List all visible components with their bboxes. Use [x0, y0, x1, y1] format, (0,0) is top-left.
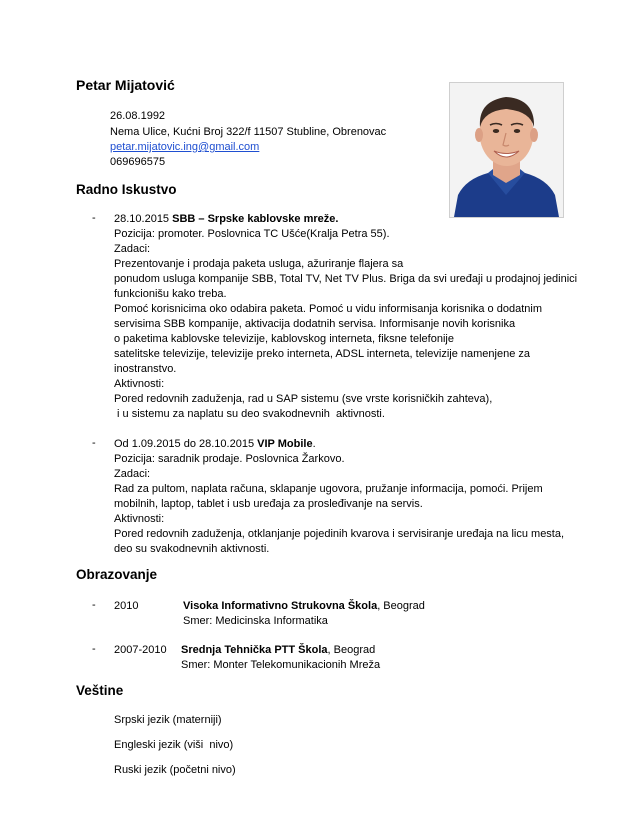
education-school-line — [181, 643, 375, 657]
applicant-name: Petar Mijatović — [76, 77, 175, 93]
section-heading-skills: Veštine — [76, 683, 124, 698]
list-bullet: - — [92, 437, 96, 449]
job-line: Zadaci: — [114, 468, 151, 480]
job-header — [114, 437, 316, 451]
job-line: deo su svakodnevnih aktivnosti. — [114, 543, 270, 555]
job-line: mobilnih, laptop, tablet i usb uređaja za prosleđivanje na servis. — [114, 498, 423, 510]
job-period: . — [312, 438, 316, 450]
education-school-line — [183, 599, 425, 613]
birthdate: 26.08.1992 — [110, 110, 166, 122]
job-line: satelitske televizije, televizije preko interneta, ADSL interneta, televizije namenjene za — [114, 348, 530, 360]
email-link[interactable]: petar.mijatovic.ing@gmail.com — [110, 141, 260, 153]
education-city: , Beograd — [377, 600, 425, 612]
job-line: servisima SBB kompanije, aktivacija dodatnih servisa. Informisanje novih korisnika — [114, 318, 516, 330]
job-line: Pozicija: saradnik prodaje. Poslovnica Žarkovo. — [114, 453, 345, 465]
job-date: Od 1.09.2015 do 28.10.2015 — [114, 438, 255, 450]
list-bullet: - — [92, 212, 96, 224]
job-line: i u sistemu za naplatu su deo svakodnevnih aktivnosti. — [114, 408, 385, 420]
education-smer: Smer: Monter Telekomunikacionih Mreža — [181, 659, 381, 671]
job-line: inostranstvo. — [114, 363, 177, 375]
job-line: Aktivnosti: — [114, 378, 165, 390]
skill-item: Ruski jezik (početni nivo) — [114, 764, 236, 776]
phone: 069696575 — [110, 156, 166, 168]
job-date: 28.10.2015 — [114, 213, 170, 225]
job-line: ponudom usluga kompanije SBB, Total TV, Net TV Plus. Briga da svi uređaji u prodajnoj jedinici — [114, 273, 578, 285]
education-school: Visoka Informativno Strukovna Škola — [183, 600, 378, 612]
education-year: 2010 — [114, 600, 139, 612]
job-line: Prezentovanje i prodaja paketa usluga, ažuriranje flajera sa — [114, 258, 404, 270]
job-line: Rad za pultom, naplata računa, sklapanje ugovora, pružanje informacija, pomoći. Prijem — [114, 483, 543, 495]
job-line: Pomoć korisnicima oko odabira paketa. Pomoć u vidu informisanja korisnika o dodatnim — [114, 303, 542, 315]
job-line: Aktivnosti: — [114, 513, 165, 525]
job-line: Zadaci: — [114, 243, 151, 255]
education-year: 2007-2010 — [114, 644, 167, 656]
job-line: o paketima kablovske televizije, kablovskog interneta, fiksne telefonije — [114, 333, 454, 345]
job-company: VIP Mobile — [257, 438, 313, 450]
job-line: Pored redovnih zaduženja, otklanjanje pojedinih kvarova i servisiranje uređaja na licu mesta, — [114, 528, 565, 540]
education-school: Srednja Tehnička PTT Škola — [181, 644, 328, 656]
profile-photo — [449, 82, 564, 218]
job-line: funkcionišu kako treba. — [114, 288, 227, 300]
job-line: Pored redovnih zaduženja, rad u SAP sistemu (sve vrste korisničkih zahteva), — [114, 393, 493, 405]
education-smer: Smer: Medicinska Informatika — [183, 615, 328, 627]
section-heading-education: Obrazovanje — [76, 567, 158, 582]
list-bullet: - — [92, 643, 96, 655]
job-line: Pozicija: promoter. Poslovnica TC Ušće(Kralja Petra 55). — [114, 228, 390, 240]
section-heading-experience: Radno Iskustvo — [76, 182, 177, 197]
skill-item: Engleski jezik (viši nivo) — [114, 739, 234, 751]
address: Nema Ulice, Kućni Broj 322/f 11507 Stubline, Obrenovac — [110, 126, 387, 138]
job-header — [114, 212, 338, 226]
skill-item: Srpski jezik (materniji) — [114, 714, 222, 726]
education-city: , Beograd — [327, 644, 376, 656]
person-portrait-icon — [450, 83, 563, 217]
job-company: SBB – Srpske kablovske mreže. — [172, 213, 339, 225]
list-bullet: - — [92, 599, 96, 611]
